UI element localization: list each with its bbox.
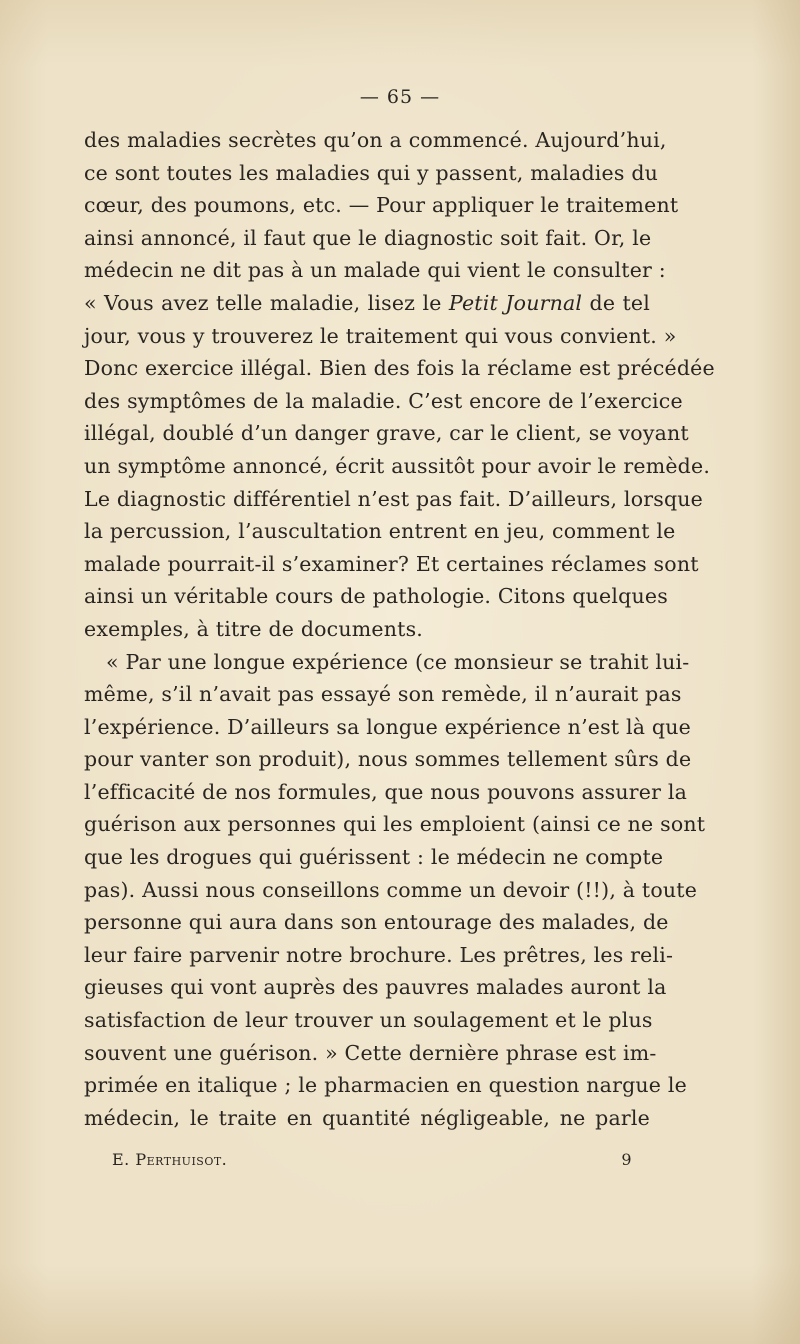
italic-title: Petit Journal <box>448 290 583 315</box>
text-line: pour vanter son produit), nous sommes tellement sûrs de <box>84 747 692 772</box>
text-line: ainsi annoncé, il faut que le diagnostic soit fait. Or, le <box>84 225 652 250</box>
text-line: Donc exercice illégal. Bien des fois la réclame est précédée <box>84 356 715 381</box>
text-line: médecin ne dit pas à un malade qui vient le consulter : <box>84 258 666 283</box>
text-line: guérison aux personnes qui les emploient (ainsi ce ne sont <box>84 812 706 837</box>
author-name: Perthuisot. <box>135 1150 228 1169</box>
text-line: des maladies secrètes qu’on a commencé. Aujourd’hui, <box>84 128 667 152</box>
text-line-with-italic <box>84 287 650 320</box>
author-initial: E. <box>112 1150 136 1169</box>
body-text <box>84 124 715 1134</box>
text-line: que les drogues qui guérissent : le médecin ne compte <box>84 845 664 870</box>
text-segment: « Vous avez telle maladie, lisez le <box>84 290 449 315</box>
text-line: exemples, à titre de documents. <box>84 616 424 641</box>
text-line: jour, vous y trouverez le traitement qui vous convient. » <box>84 323 677 348</box>
text-line: ce sont toutes les maladies qui y passent, maladies du <box>84 160 659 185</box>
text-line: même, s’il n’avait pas essayé son remède, il n’aurait pas <box>84 682 682 707</box>
text-line: un symptôme annoncé, écrit aussitôt pour avoir le remède. <box>84 453 711 478</box>
text-line: médecin, le traite en quantité négligeable, ne parle <box>84 1105 650 1130</box>
signature-mark: 9 <box>621 1150 632 1169</box>
text-line: satisfaction de leur trouver un soulagement et le plus <box>84 1008 653 1033</box>
page-number-header: — 65 — <box>359 86 441 108</box>
text-line: l’efficacité de nos formules, que nous pouvons assurer la <box>84 779 688 804</box>
text-line: l’expérience. D’ailleurs sa longue expérience n’est là que <box>84 714 691 739</box>
text-line: ainsi un véritable cours de pathologie. Citons quelques <box>84 584 668 609</box>
text-line: illégal, doublé d’un danger grave, car le client, se voyant <box>84 421 689 446</box>
text-line: la percussion, l’auscultation entrent en jeu, comment le <box>84 519 676 544</box>
text-line: souvent une guérison. » Cette dernière phrase est im- <box>84 1040 657 1065</box>
author-signature <box>112 1150 227 1169</box>
text-line: pas). Aussi nous conseillons comme un devoir (!!), à toute <box>84 877 698 902</box>
text-line: personne qui aura dans son entourage des malades, de <box>84 910 669 935</box>
text-line: « Par une longue expérience (ce monsieur se trahit lui- <box>106 649 690 674</box>
text-line: Le diagnostic différentiel n’est pas fait. D’ailleurs, lorsque <box>84 486 704 511</box>
text-segment: de tel <box>582 290 650 315</box>
text-line: primée en italique ; le pharmacien en question nargue le <box>84 1073 687 1098</box>
text-line: cœur, des poumons, etc. — Pour appliquer le traitement <box>84 193 679 218</box>
text-line: des symptômes de la maladie. C’est encore de l’exercice <box>84 388 683 413</box>
text-line: gieuses qui vont auprès des pauvres malades auront la <box>84 975 667 1000</box>
text-line: malade pourrait-il s’examiner? Et certaines réclames sont <box>84 551 699 576</box>
text-line: leur faire parvenir notre brochure. Les prêtres, les reli- <box>84 942 674 967</box>
